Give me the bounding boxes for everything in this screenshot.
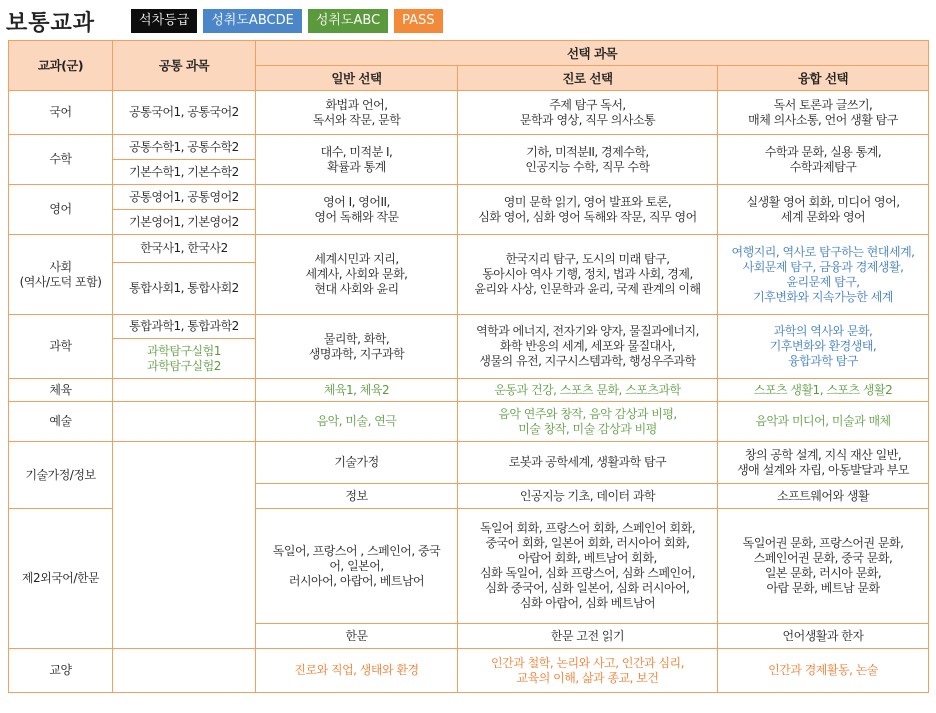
- header-elective: 선택 과목: [256, 41, 929, 66]
- group-cell: 제2외국어/한문: [9, 509, 113, 649]
- common-cell: 통합사회1, 통합사회2: [113, 263, 256, 315]
- legend-achievement-abc: 성취도ABC: [308, 9, 388, 33]
- general-cell: 물리학, 화학, 생명과학, 지구과학: [256, 315, 458, 379]
- group-cell: 교양: [9, 649, 113, 693]
- general-cell: 화법과 언어, 독서와 작문, 문학: [256, 91, 458, 135]
- legend-pass: PASS: [394, 9, 442, 33]
- career-cell: 음악 연주와 창작, 음악 감상과 비평, 미술 창작, 미술 감상과 비평: [458, 402, 718, 442]
- row-math: [9, 135, 929, 160]
- career-cell: 한문 고전 읽기: [458, 624, 718, 649]
- curriculum-table: [8, 40, 929, 693]
- general-cell: 정보: [256, 484, 458, 509]
- career-cell: 한국지리 탐구, 도시의 미래 탐구, 동아시아 역사 기행, 정치, 법과 사회, 경제, 윤리와 사상, 인문학과 윤리, 국제 관계의 이해: [458, 235, 718, 315]
- common-cell: 통합과학1, 통합과학2: [113, 315, 256, 339]
- legend-rank-grade: 석차등급: [131, 9, 197, 33]
- general-cell: 체육1, 체육2: [256, 379, 458, 402]
- row-english: [9, 185, 929, 210]
- fusion-cell: 독서 토론과 글쓰기, 매체 의사소통, 언어 생활 탐구: [718, 91, 929, 135]
- header-common: 공통 과목: [113, 41, 256, 91]
- legend-achievement-abcde: 성취도ABCDE: [203, 9, 302, 33]
- common-cell: [113, 442, 256, 649]
- career-cell: 인공지능 기초, 데이터 과학: [458, 484, 718, 509]
- fusion-cell: 독일어권 문화, 프랑스어권 문화, 스페인어권 문화, 중국 문화, 일본 문화, 러시아 문화, 아랍 문화, 베트남 문화: [718, 509, 929, 624]
- legend: [131, 9, 443, 33]
- career-cell: 기하, 미적분II, 경제수학, 인공지능 수학, 직무 수학: [458, 135, 718, 185]
- career-cell: 독일어 회화, 프랑스어 회화, 스페인어 회화, 중국어 회화, 일본어 회화, 러시아어 회화, 아랍어 회화, 베트남어 회화, 심화 독일어, 심화 프랑스어, 심화 스페인어, 심화 중국어, 심화 일본어, 심화 러시아어, 심화 아랍어, 심화 베트남어: [458, 509, 718, 624]
- row-pe: [9, 379, 929, 402]
- group-cell: 국어: [9, 91, 113, 135]
- group-cell: 체육: [9, 379, 113, 402]
- common-cell: 공통영어1, 공통영어2: [113, 185, 256, 210]
- group-cell: 예술: [9, 402, 113, 442]
- group-cell: 기술가정/정보: [9, 442, 113, 509]
- group-cell: 영어: [9, 185, 113, 235]
- fusion-cell: 인간과 경제활동, 논술: [718, 649, 929, 693]
- general-cell: 기술가정: [256, 442, 458, 484]
- career-cell: 역학과 에너지, 전자기와 양자, 물질과에너지, 화학 반응의 세계, 세포와 물질대사, 생물의 유전, 지구시스템과학, 행성우주과학: [458, 315, 718, 379]
- header-general: 일반 선택: [256, 66, 458, 91]
- general-cell: 영어 I, 영어II, 영어 독해와 작문: [256, 185, 458, 235]
- general-cell: 독일어, 프랑스어 , 스페인어, 중국 어, 일본어, 러시아어, 아랍어, 베트남어: [256, 509, 458, 624]
- career-cell: 운동과 건강, 스포츠 문화, 스포츠과학: [458, 379, 718, 402]
- general-cell: 진로와 직업, 생태와 환경: [256, 649, 458, 693]
- group-cell: 과학: [9, 315, 113, 379]
- common-cell: 기본영어1, 기본영어2: [113, 210, 256, 235]
- general-cell: 세계시민과 지리, 세계사, 사회와 문화, 현대 사회와 윤리: [256, 235, 458, 315]
- page-title: 보통교과: [6, 10, 96, 36]
- fusion-cell: 여행지리, 역사로 탐구하는 현대세계, 사회문제 탐구, 금융과 경제생활, 윤리문제 탐구, 기후변화와 지속가능한 세계: [718, 235, 929, 315]
- fusion-cell: 언어생활과 한자: [718, 624, 929, 649]
- general-cell: 음악, 미술, 연극: [256, 402, 458, 442]
- general-cell: 한문: [256, 624, 458, 649]
- career-cell: 로봇과 공학세계, 생활과학 탐구: [458, 442, 718, 484]
- common-cell: 과학탐구실험1 과학탐구실험2: [113, 339, 256, 379]
- fusion-cell: 수학과 문화, 실용 통계, 수학과제탐구: [718, 135, 929, 185]
- header-fusion: 융합 선택: [718, 66, 929, 91]
- fusion-cell: 창의 공학 설계, 지식 재산 일반, 생애 설계와 자립, 아동발달과 부모: [718, 442, 929, 484]
- common-cell: 공통수학1, 공통수학2: [113, 135, 256, 160]
- common-cell: [113, 649, 256, 693]
- header-bar: [6, 4, 443, 38]
- row-science: [9, 315, 929, 339]
- fusion-cell: 스포츠 생활1, 스포츠 생활2: [718, 379, 929, 402]
- group-cell: 사회 (역사/도덕 포함): [9, 235, 113, 315]
- row-tech: [9, 442, 929, 484]
- fusion-cell: 과학의 역사와 문화, 기후변화와 환경생태, 융합과학 탐구: [718, 315, 929, 379]
- common-cell: 기본수학1, 기본수학2: [113, 160, 256, 185]
- common-cell: 공통국어1, 공통국어2: [113, 91, 256, 135]
- career-cell: 주제 탐구 독서, 문학과 영상, 직무 의사소통: [458, 91, 718, 135]
- fusion-cell: 실생활 영어 회화, 미디어 영어, 세계 문화와 영어: [718, 185, 929, 235]
- group-cell: 수학: [9, 135, 113, 185]
- row-arts: [9, 402, 929, 442]
- common-cell: 한국사1, 한국사2: [113, 235, 256, 263]
- row-liberal: [9, 649, 929, 693]
- common-cell: [113, 379, 256, 402]
- header-career: 진로 선택: [458, 66, 718, 91]
- career-cell: 인간과 철학, 논리와 사고, 인간과 심리, 교육의 이해, 삶과 종교, 보건: [458, 649, 718, 693]
- header-group: 교과(군): [9, 41, 113, 91]
- row-social: [9, 235, 929, 263]
- general-cell: 대수, 미적분 I, 확률과 통계: [256, 135, 458, 185]
- career-cell: 영미 문학 읽기, 영어 발표와 토론, 심화 영어, 심화 영어 독해와 작문, 직무 영어: [458, 185, 718, 235]
- common-cell: [113, 402, 256, 442]
- fusion-cell: 소프트웨어와 생활: [718, 484, 929, 509]
- fusion-cell: 음악과 미디어, 미술과 매체: [718, 402, 929, 442]
- row-korean: [9, 91, 929, 135]
